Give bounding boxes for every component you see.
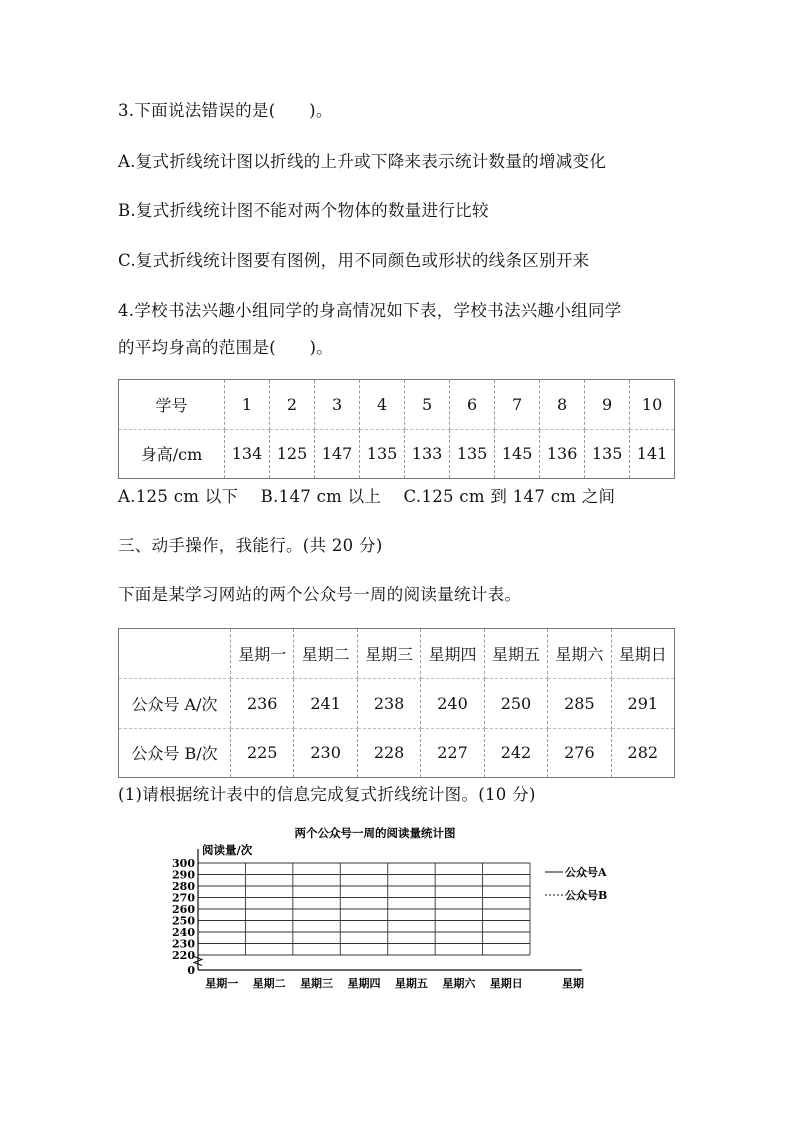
subquestion-1: (1)请根据统计表中的信息完成复式折线统计图。(10 分) (118, 785, 536, 804)
table-row (119, 629, 674, 678)
value-cell-b: 230 (294, 728, 357, 777)
id-cell: 5 (405, 380, 450, 429)
y-tick-label: 240 (172, 926, 195, 939)
height-cell: 141 (636, 444, 668, 464)
reading-table (119, 629, 674, 777)
height-cell: 147 (315, 429, 360, 478)
y-tick-label: 220 (172, 949, 195, 962)
height-cell: 145 (495, 429, 540, 478)
height-table (119, 380, 674, 478)
axis-break-mark (194, 957, 202, 966)
x-tick-label: 星期二 (252, 977, 286, 990)
section3-heading: 三、动手操作，我能行。(共 20 分) (118, 536, 383, 555)
section3-intro: 下面是某学习网站的两个公众号一周的阅读量统计表。 (118, 585, 522, 604)
y-tick-label: 290 (172, 868, 195, 882)
value-cell-b: 225 (231, 728, 294, 777)
y-tick-label: 0 (187, 964, 195, 977)
x-tick-label: 星期三 (300, 977, 334, 990)
day-header: 星期三 (357, 629, 420, 678)
legend-label: 公众号A (565, 866, 607, 879)
x-tick-label: 星期六 (442, 977, 476, 990)
chart-title: 两个公众号一周的阅读量统计图 (294, 826, 456, 840)
table-row (119, 429, 674, 478)
id-cell: 9 (585, 380, 630, 429)
height-cell: 135 (360, 429, 405, 478)
value-cell-a: 238 (357, 678, 420, 728)
day-header: 星期二 (294, 629, 357, 678)
chart-x-ticks (205, 976, 584, 990)
value-cell-a: 240 (421, 678, 484, 728)
height-cell: 136 (540, 429, 585, 478)
height-cell: 135 (585, 429, 630, 478)
day-header: 星期日 (611, 629, 674, 678)
q3-option-c: C.复式折线统计图要有图例，用不同颜色或形状的线条区别开来 (118, 251, 590, 270)
corner-cell (119, 629, 231, 678)
id-cell: 1 (225, 380, 270, 429)
id-cell: 7 (495, 380, 540, 429)
value-cell-a: 285 (548, 678, 611, 728)
q4-stem-line2: 的平均身高的范围是( )。 (118, 338, 334, 357)
id-cell: 8 (540, 380, 585, 429)
id-cell: 6 (450, 380, 495, 429)
y-tick-label: 230 (172, 937, 195, 951)
x-tick-label: 星期五 (394, 977, 428, 990)
id-cell: 10 (630, 380, 674, 429)
q3-option-b: B.复式折线统计图不能对两个物体的数量进行比较 (118, 201, 489, 220)
value-cell-a: 250 (484, 678, 547, 728)
x-tick-label: 星期一 (205, 977, 239, 990)
row-label-height: 身高/cm (119, 429, 225, 478)
legend-label: 公众号B (565, 889, 608, 902)
chart-legend (545, 865, 607, 902)
day-header: 星期六 (548, 629, 611, 678)
value-cell-b: 276 (548, 728, 611, 777)
height-cell: 125 (270, 429, 315, 478)
value-cell-b: 228 (357, 728, 420, 777)
x-tick-label: 星期日 (489, 977, 523, 990)
day-header: 星期一 (231, 629, 294, 678)
id-cell: 2 (270, 380, 315, 429)
x-axis-unit-label: 星期 (562, 977, 584, 990)
chart-y-label: 阅读量/次 (202, 843, 253, 857)
value-cell-a: 291 (611, 678, 674, 728)
q4-stem-line1: 4.学校书法兴趣小组同学的身高情况如下表，学校书法兴趣小组同学 (118, 301, 622, 320)
value-cell-b: 242 (484, 728, 547, 777)
row-label-b: 公众号 B/次 (119, 728, 231, 777)
y-tick-label: 260 (172, 903, 195, 916)
y-tick-label: 250 (172, 914, 195, 928)
table-row (119, 678, 674, 728)
value-cell-a: 236 (231, 678, 294, 728)
id-cell: 4 (360, 380, 405, 429)
id-cell: 3 (315, 380, 360, 429)
table-row (119, 380, 674, 429)
y-tick-label: 270 (172, 891, 195, 905)
day-header: 星期四 (421, 629, 484, 678)
day-header: 星期五 (484, 629, 547, 678)
chart-y-ticks (172, 857, 195, 977)
chart-grid (198, 863, 530, 955)
reading-line-chart (150, 820, 650, 995)
q4-options: A.125 cm 以下 B.147 cm 以上 C.125 cm 到 147 cm 之间 (118, 487, 616, 506)
value-cell-b: 282 (627, 743, 659, 763)
y-tick-label: 300 (172, 857, 195, 870)
table-row (119, 728, 674, 777)
row-label-id: 学号 (119, 380, 225, 429)
q3-option-a: A.复式折线统计图以折线的上升或下降来表示统计数量的增减变化 (118, 152, 607, 171)
value-cell-b: 227 (421, 728, 484, 777)
height-cell: 133 (405, 429, 450, 478)
value-cell-a: 241 (294, 678, 357, 728)
y-tick-label: 280 (172, 880, 195, 893)
height-cell: 135 (450, 429, 495, 478)
q3-stem: 3.下面说法错误的是( )。 (118, 101, 333, 120)
height-cell: 134 (225, 429, 270, 478)
x-tick-label: 星期四 (347, 977, 381, 990)
row-label-a: 公众号 A/次 (119, 678, 231, 728)
